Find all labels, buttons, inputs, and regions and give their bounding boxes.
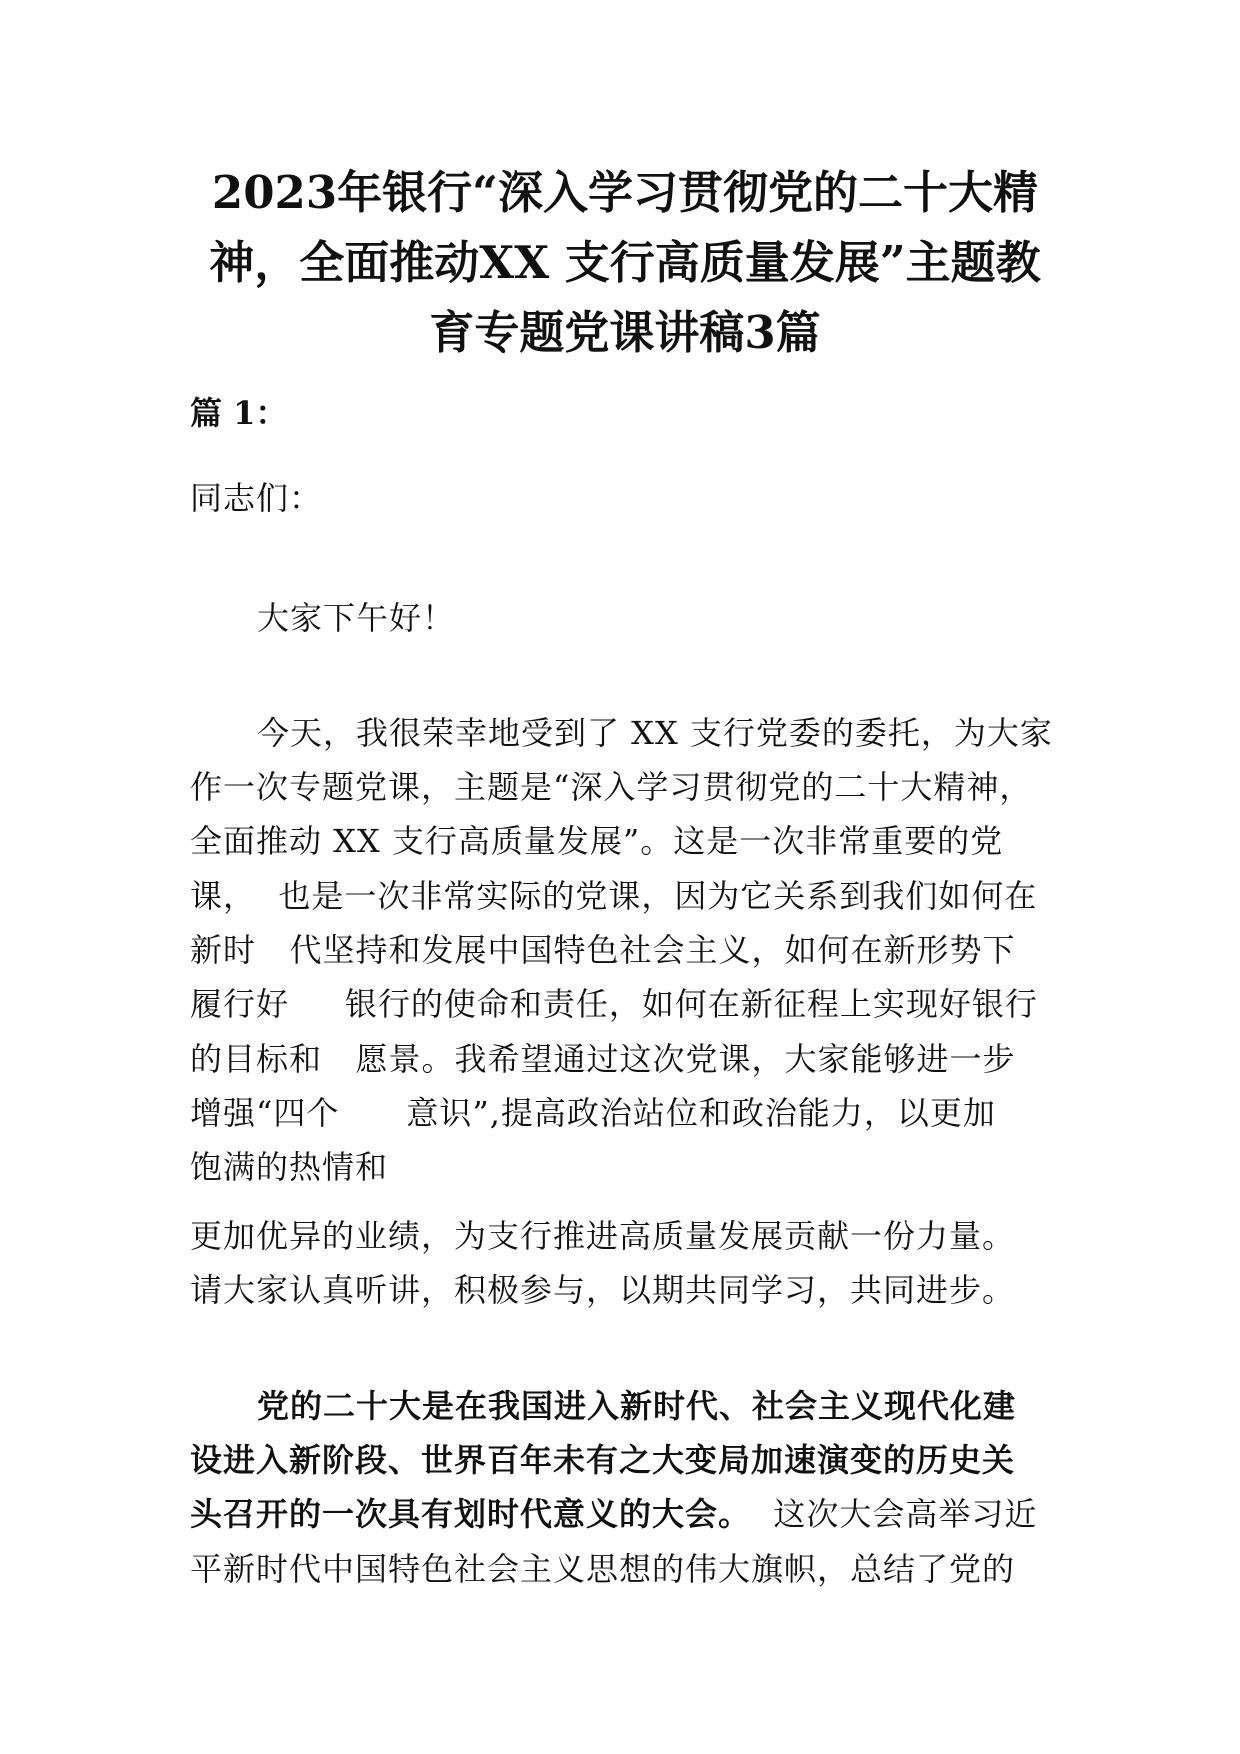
paragraph-line: 课， 也是一次非常实际的党课，因为它关系到我们如何在: [190, 877, 1038, 915]
paragraph-line: 的目标和 愿景。我希望通过这次党课，大家能够进一步: [190, 1040, 1016, 1078]
title-line: 神，全面推动XX 支行高质量发展”主题教: [209, 236, 1041, 289]
paragraph-line: 增强“四个 意识”,提高政治站位和政治能力，以更加: [190, 1094, 996, 1132]
paragraph-line-mixed: [190, 1490, 1037, 1538]
paragraph-line-bold: 设进入新阶段、世界百年未有之大变局加速演变的历史关: [190, 1441, 1016, 1479]
salutation: 同志们：: [190, 479, 323, 517]
title-line: 2023年银行“深入学习贯彻党的二十大精: [211, 166, 1039, 219]
document-title: [190, 158, 1060, 368]
paragraph-line: 更加优异的业绩，为支行推进高质量发展贡献一份力量。: [190, 1217, 1016, 1255]
title-line: 育专题党课讲稿3篇: [429, 306, 821, 359]
paragraph-line: 新时 代坚持和发展中国特色社会主义，如何在新形势下: [190, 931, 1016, 969]
paragraph-line: 请大家认真听讲，积极参与，以期共同学习，共同进步。: [190, 1271, 1016, 1309]
paragraph-line: 平新时代中国特色社会主义思想的伟大旗帜，总结了党的: [190, 1550, 1016, 1588]
paragraph-line-bold: 党的二十大是在我国进入新时代、社会主义现代化建: [257, 1387, 1017, 1425]
section-heading: 篇 1：: [190, 394, 288, 432]
paragraph-line: 今天，我很荣幸地受到了 XX 支行党委的委托，为大家: [257, 714, 1053, 752]
paragraph-line: 全面推动 XX 支行高质量发展”。这是一次非常重要的党: [190, 822, 1004, 860]
bold-span: 头召开的一次具有划时代意义的大会。: [190, 1495, 752, 1533]
regular-span: 这次大会高举习近: [751, 1495, 1038, 1533]
paragraph-line: 作一次专题党课，主题是“深入学习贯彻党的二十大精神，: [190, 768, 1033, 806]
paragraph-line: 饱满的热情和: [190, 1148, 389, 1186]
greeting: 大家下午好！: [257, 599, 456, 637]
paragraph-line: 履行好 银行的使命和责任，如何在新征程上实现好银行: [190, 985, 1038, 1023]
